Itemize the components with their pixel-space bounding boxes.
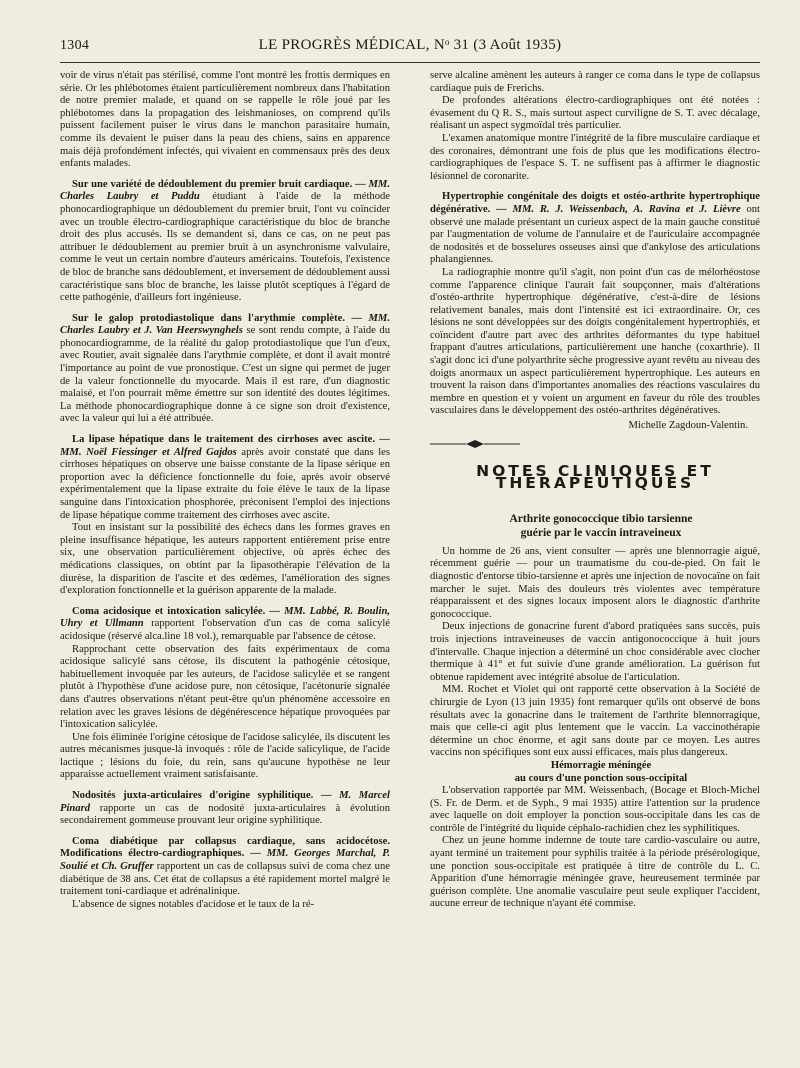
- report-item: [60, 313, 390, 426]
- paragraph: La radiographie montre qu'il s'agit, non point d'un cas de mélorhéostose comme l'apparence clinique l'aurait fait soupçonner, mais d'altérations d'ostéo-arthrite hypertrophique dégénérative, c'est-à-dire de lésions relativement banales, mais dont l'intensité est ici extraordinaire. Or, ces lésions ne sont développées sur des doigts congénitalement hypertrophiés, et coïncident d'autre part avec des arthrites déformantes du type habituel frappant d'autres articulations, particulièrement une hanche (coxarthrie). Il s'agit donc ici d'une polyarthrite sèche progressive ayant revêtu au niveau des doigts anormaux un aspect particulièrement hypertrophique. Les auteurs en trouvent la raison dans d'importantes anomalies des réactions vasculaires du membre en question et y voient un argument en faveur du rôle des troubles vasculaires dans le développement des ostéo-arthrites dégénératives.: [430, 266, 760, 417]
- left-column: [60, 70, 390, 1055]
- report-item: [60, 790, 390, 828]
- paragraph: voir de virus n'était pas stérilisé, comme l'ont montré les frottis dermiques en série. Or les phlébotomes étaient particulièrement nombreux dans l'habitation de notre premier malade, et quand on se rappelle le rôle joué par les phlébotomes dans la propagation des leishmanioses, on comprend qu'ils puissent facilement puiser le virus dans le manchon parasitaire humain, comme ils devaient le puiser dans la peau des chiens, sains en apparence mais déjà profondément infectés, qui vivaient en commensaux près des deux enfants malades.: [60, 70, 390, 170]
- article-title: Hémorragie méningée: [550, 759, 652, 771]
- report-authors: — MM. Charles Laubry et Puddu: [60, 178, 390, 203]
- paragraph: Chez un jeune homme indemne de toute tare cardio-vasculaire ou autre, ayant terminé un traitement pour syphilis traitée à la période présérologique, une ponction sous-occipitale est pratiquée à titre de contrôle du L. C. Apparition d'une hémorragie méningée grave, heureusement terminée par guérison complète. Une anomalie vasculaire peut seule expliquer l'accident, aucune erreur de technique n'ayant été commise.: [430, 835, 760, 910]
- ornament-divider-icon: [430, 439, 520, 449]
- report-text: étudiant à l'aide de la méthode phonocardiographique un dédoublement du premier bruit, l'ont vu coïncider avec un trouble électro-cardiographique caractéristique du bloc de branche droit des plus accusés. Ils se demandent si, dans ce cas, on ne peut pas attribuer le dédoublement au premier bruit à un asynchronisme valvulaire, comme le veut un certain nombre d'auteurs américains. Toutefois, l'existence de bloc de branche sans dédoublement, et inversement de dédoublement aussi caractéristique sans bloc de branche, les laisse plutôt sceptiques à l'égard de cette pathogénie, d'ailleurs fort ingénieuse.: [60, 191, 390, 304]
- report-heading: Nodosités juxta-articulaires d'origine syphilitique.: [72, 790, 314, 802]
- report-heading: Coma acidosique et intoxication salicylée.: [72, 605, 266, 617]
- report-item: [60, 434, 390, 522]
- report-text: rapportent l'observation d'un cas de coma salicylé acidosique (réservé alca.line 18 vol.), remarquable par l'absence de cétose.: [60, 618, 390, 642]
- paragraph: L'examen anatomique montre l'intégrité de la fibre musculaire cardiaque et des coronaires, démontrant une fois de plus que les modifications électro-cardiographiques de l'espace S. T. ne suffisent pas à affirmer le diagnostic lésionnel de coronarite.: [430, 132, 760, 182]
- report-authors: — MM. Charles Laubry et J. Van Heerswynghels: [60, 312, 390, 337]
- page-number: 1304: [60, 38, 90, 53]
- report-text: se sont rendu compte, à l'aide du phonocardiogramme, de la réalité du galop protodiastolique que l'un d'eux, avec Routier, avait signalée dans l'arythmie complète, et dont il avait montré l'importance au point de vue pronostique. C'est un signe qui permet de juger de la valeur fonctionnelle du myocarde. Mais il est rare, d'un diagnostic malaisé, et l'on pourrait même émettre sur son identité des doutes légitimes. La méthode phonocardiographique donne à ce signe son droit d'existence, avec la valeur qui lui a été attribuée.: [60, 325, 390, 425]
- running-header: [60, 36, 760, 58]
- report-heading: La lipase hépatique dans le traitement des cirrhoses avec ascite.: [72, 434, 375, 446]
- paragraph: MM. Rochet et Violet qui ont rapporté cette observation à la Société de chirurgie de Lyon (13 juin 1935) font remarquer qu'ils ont observé de bons résultats avec la gonacrine dans le traitement de l'arthrite blennorragique, mais que celle-ci agit plus lentement que le vaccin. La vaccinothérapie détermine un choc énorme, et agit sans doute par ce moyen. Les autres vaccins non spécifiques sont eux aussi efficaces, mais plus dangereux.: [430, 684, 760, 759]
- paragraph: Rapprochant cette observation des faits expérimentaux de coma acidosique salicylé sans cétose, ils discutent la pathogénie cétosique, habituellement invoquée par les auteurs, de l'acidose salicylée et se rangent plutôt à l'hypothèse d'une acidose pure, non cétosique, l'acétonurie signalée dans d'autres observations n'étant peut-être qu'un phénomène accessoire en relation avec les graves lésions de dégénérescence hépatique provoquées par l'intoxication salicylée.: [60, 643, 390, 731]
- report-text: rapporte un cas de nodosité juxta-articulaires à évolution secondairement gommeuse prouvant leur origine syphilitique.: [60, 802, 390, 827]
- report-text: après avoir constaté que dans les cirrhoses hépatiques on observe une baisse constante de la lipase sérique en proportion avec la déficience fonctionnelle du foie, après avoir observé expérimentalement que la lipase extraite du foie élève le taux de la lipase sanguine dans l'intoxication phosphorée, préconisent l'emploi des injections de lipase hépatique comme traitement des cirrhoses avec ascite.: [60, 446, 390, 521]
- paragraph: L'observation rapportée par MM. Weissenbach, (Bocage et Bloch-Michel (S. Fr. de Derm. et de Syph., 9 mai 1935) attire l'attention sur la prudence avec laquelle on doit employer la ponction sous-occipitale dans les cas de contrôle de l'intégrité du liquide céphalo-rachidien chez les syphilitiques.: [430, 785, 760, 834]
- report-item: [60, 179, 390, 305]
- report-heading: Hypertrophie congénitale des doigts et ostéo-arthrite hypertrophique dégénérative.: [430, 191, 760, 215]
- section-banner: NOTES CLINIQUES ET THÉRAPEUTIQUES: [476, 461, 714, 493]
- paragraph: Une fois éliminée l'origine cétosique de l'acidose salicylée, ils discutent les autres mécanismes jusque-là invoqués : rôle de l'acide salicylique, de l'acide lactique ; lésions du foie, du rein, sans qu'aucune hypothèse ne leur apparaisse actuellement vraiment satisfaisante.: [60, 731, 390, 781]
- report-authors: — M. Marcel Pinard: [60, 790, 390, 814]
- running-title: LE PROGRÈS MÉDICAL, Nᵒ 31 (3 Août 1935): [258, 37, 562, 53]
- report-heading: Sur une variété de dédoublement du premier bruit cardiaque.: [72, 178, 353, 190]
- report-text: ont observé une malade présentant un curieux aspect de la main gauche constitué par l'augmentation de volume de l'annulaire et de l'auriculaire accompagnée de nodosités et de bosselures osseuses ainsi que d'ankylose des articulations phalangiennes.: [430, 203, 760, 266]
- report-heading: Coma diabétique par collapsus cardiaque, sans acidocétose. Modifications électro-cardiographiques.: [60, 835, 390, 860]
- header-rule: [60, 62, 760, 63]
- report-heading: Sur le galop protodiastolique dans l'arythmie complète.: [72, 312, 345, 324]
- report-item: [60, 836, 390, 899]
- report-item: [60, 606, 390, 644]
- paragraph: L'absence de signes notables d'acidose et le taux de la ré-: [72, 898, 315, 910]
- report-authors: — MM. Georges Marchal, P. Soulié et Ch. Gruffer: [60, 848, 390, 873]
- report-authors: — MM. Labbé, R. Boulin, Uhry et Ullmann: [60, 605, 390, 630]
- right-column: [430, 70, 760, 1055]
- article-title: au cours d'une ponction sous-occipital: [514, 772, 688, 784]
- report-authors: — MM. Noël Fiessinger et Alfred Gajdos: [60, 434, 390, 458]
- report-item: [430, 191, 760, 267]
- paragraph: Tout en insistant sur la possibilité des échecs dans les formes graves en pleine insuffisance hépatique, les auteurs rapportent entièrement prise entre six, une observation particulièrement objective, où après échec des médications classiques, on obtint par la lipasothérapie l'élévation de la diurèse, la disparition de l'ascite et des œdèmes, l'amélioration des signes d'exploration fonctionnelle et la guérison apparente de la malade.: [60, 522, 390, 597]
- signature: Michelle Zagdoun-Valentin.: [628, 420, 748, 432]
- paragraph: Deux injections de gonacrine furent d'abord pratiquées sans succès, puis trois injections intraveineuses de vaccin antigonococcique à huit jours d'intervalle. Chaque injection a déterminé un choc considérable avec clocher thermique à 41° et fut suivie d'une grande amélioration. La guérison fut obtenue rapidement avec intégrité absolue de l'articulation.: [430, 621, 760, 683]
- report-authors: — MM. R. J. Weissenbach, A. Ravina et J. Lièvre: [496, 203, 741, 215]
- paragraph: De profondes altérations électro-cardiographiques ont été notées : évasement du Q R. S., mais surtout aspect curviligne de S. T. avec décalage, réalisant un aspect sygmoïdal très particulier.: [430, 95, 760, 132]
- report-text: rapportent un cas de collapsus suivi de coma chez une diabétique de 38 ans. Cet état de collapsus a été rapidement mortel malgré le traitement toni-cardiaque et adrénalinique.: [60, 861, 390, 898]
- article-title: Arthrite gonococcique tibio tarsienne: [509, 512, 693, 525]
- paragraph: Un homme de 26 ans, vient consulter — après une blennorragie aiguë, récemment guérie — pour un traumatisme du cou-de-pied. On fait le diagnostic d'entorse tibio-tarsienne et après une injection de novocaïne on fait marcher le sujet. Mais des douleurs très violentes avec température réapparaissent et des signes locaux imposent alors le diagnostic d'arthrite gonococcique.: [430, 545, 760, 620]
- article-title: guérie par le vaccin intraveineux: [520, 526, 682, 539]
- paragraph: serve alcaline amènent les auteurs à ranger ce coma dans le type de collapsus cardiaque puis de Frerichs.: [430, 70, 760, 94]
